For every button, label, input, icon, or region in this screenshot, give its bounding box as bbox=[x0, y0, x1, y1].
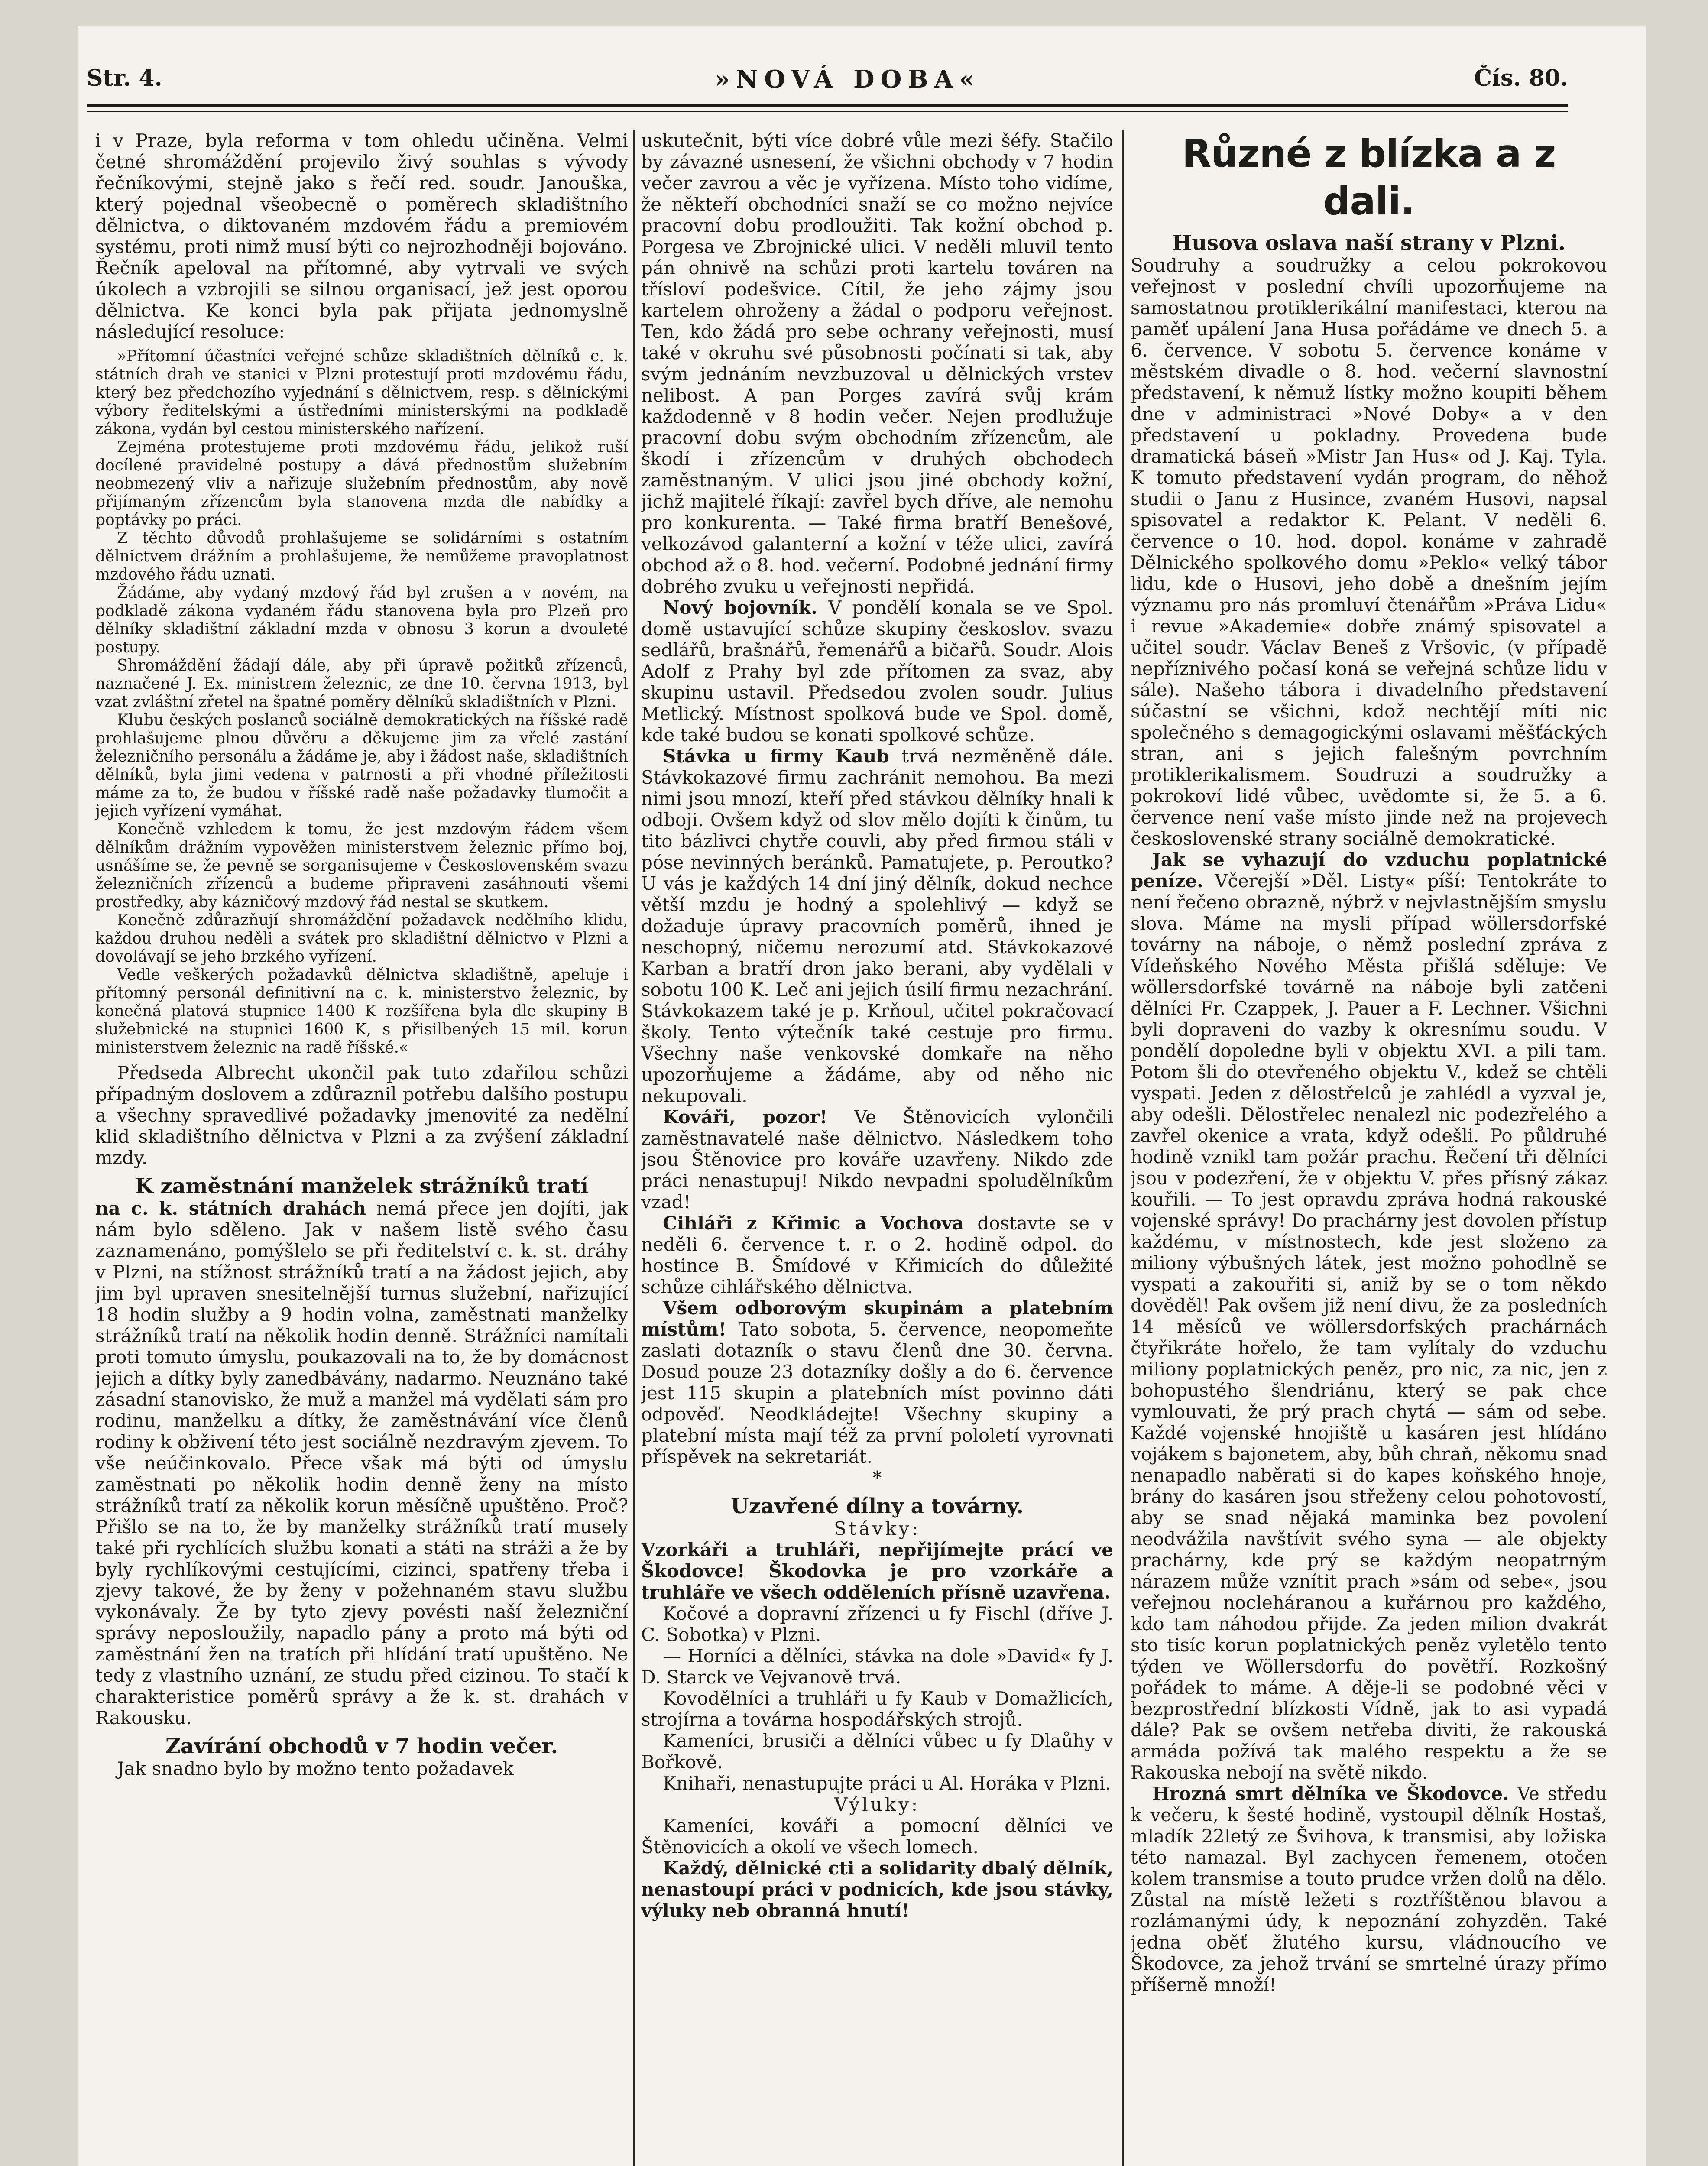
article-heading: Zavírání obchodů v 7 hodin večer. bbox=[165, 1734, 558, 1758]
article-body: trvá nezměněně dále. Stávkokazové firmu zachránit nemohou. Ba mezi nimi jsou mnozí, kteří před stávkou dělníky hnali k odboji. Ovšem když od slov mělo dojíti k činům, tu tito bázlivci chytře couvli, aby před firmou stáli v póse nevinných beránků. Pamatujete, p. Peroutko? U vás je každých 14 dní jiný dělník, dokud nechce větší mzdu je hodný a spolehlivý — když se dožaduje úpravy pracovních poměrů, ihned je neschopný, ničemu nerozumí atd. Stávkokazové Karban a bratří dron jako berani, aby vydělali v sobotu 100 K. Leč ani jejich úsilí firmu nezachrání. Stávkokazem také je p. Krňoul, učitel pokračovací školy. Tento výtečník také cestuje pro firmu. Všechny naše venkovské domkaře na něho upozorňujeme a žádáme, aby od něho nic nekupovali. bbox=[641, 746, 1113, 1106]
article-heading-inline: na c. k. státních drahách bbox=[95, 1198, 366, 1219]
article-body: dostavte se v neděli 6. července t. r. o 2. hodině odpol. do hostince B. Šmídové v Křimicích do důležité schůze cihlářského dělnictva. bbox=[641, 1213, 1113, 1297]
article-body: Včerejší »Děl. Listy« píší: Tentokráte to není řečeno obrazně, nýbrž v nejvlastnějším smyslu slova. Máme na mysli případ wöllersdorfské továrny na náboje, o němž poslední zpráva z Vídeňského Nového Města přišlá sděluje: Ve wöllersdorfské továrně na náboje byli zatčeni dělníci Fr. Czappek, J. Pauer a F. Lechner. Všichni byli dopraveni do vazby k okresnímu soudu. V pondělí dopoledne byli v objektu XVI. a pili tam. Potom šli do otevřeného objektu V., kdež se chtěli vyspati. Jeden z dělostřelců je zahlédl a vyzval je, aby odešli. Dělostřelec nenalezl nic podezřelého a zavřel okenice a vrata, když odešli. Po půldruhé hodině vznikl tam požár prachu. Řečení tři dělníci jsou v podezření, že v objektu V. přes přísný zákaz kouřili. — To jest opravdu zpráva hodná rakouské vojenské správy! Do prachárny jest dovolen přístup každému, v místnostech, kde jest složeno za miliony výbušných látek, jest možno pohodlně se vyspati a zakouřiti si, aniž by se o tom někdo dověděl! Pak ovšem již není divu, že za posledních 14 měsíců ve wöllersdorfských prachárnách čtyřikráte hořelo, že tam vylítaly do vzduchu miliony poplatnických peněz, pro nic, za nic, jen z bohopustého šlendriánu, který se pak chce vymlouvati, že prý prach chytá — sám od sebe. Každé vojenské hnojiště u kasáren jest hlídáno vojákem s bajonetem, aby, bůh chraň, někomu snad nenapadlo naběrati si do kapes koňského hnoje, brány do kasáren jsou střeženy celou pohotovostí, aby se snad nějaká maminka bez povolení neodvážila navštívit svého syna — ale objekty prachárny, kde prý se každým neopatrným nárazem může vznítit prach »sám od sebe«, jsou veřejnou nocleháranou a kuřárnou pro každého, kdo tam náhodou přijde. Za jeden milion dvakrát sto tisíc korun poplatnických peněz vyletělo tento týden ve Wöllersdorfu do povětří. Rozkošný pořádek to máme. A děje-li se podobné věci v bezprostřední blízkosti Vídně, jak to asi vypadá dále? Pak se ovšem netřeba diviti, že rakouská armáda požívá tak malého respektu a že se Rakouska nebojí na světě nikdo. bbox=[1131, 870, 1607, 1783]
article-heading: Husova oslava naší strany v Plzni. bbox=[1172, 231, 1566, 255]
article-heading-inline: Cihláři z Křimic a Vochova bbox=[663, 1213, 964, 1234]
header-rule bbox=[87, 104, 1568, 112]
article-heading-inline: Nový bojovník. bbox=[663, 597, 817, 618]
column-3 bbox=[1131, 130, 1607, 2166]
article-body: Jak snadno bylo by možno tento požadavek bbox=[117, 1758, 514, 1779]
section-heading: Uzavřené dílny a továrny. bbox=[731, 1494, 1024, 1518]
newspaper-title: »NOVÁ DOBA« bbox=[715, 65, 981, 94]
article-body: Ve středu k večeru, k šesté hodině, vystoupil dělník Hostaš, mladík 22letý ze Švihova, k transmisi, aby ložiska této namazal. Byl zachycen řemenem, otočen kolem transmise a touto prudce vržen dolů na dělo. Zůstal na místě ležeti s roztříštěnou blavou a rozlámanými údy, k nepoznání zohyzděn. Také jedna oběť žlutého kursu, vládnoucího ve Škodovce, za jehož trvání se smrtelné úrazy přímo příšerně množí! bbox=[1131, 1783, 1607, 1995]
subsection-label: Stávky: bbox=[834, 1518, 920, 1539]
page-number: Str. 4. bbox=[87, 65, 162, 91]
page-header bbox=[87, 65, 1568, 104]
article-heading-inline: Všem odborovým skupinám a platebním místům! bbox=[641, 1297, 1113, 1340]
resolution-paragraph: Zejména protestujeme proti mzdovému řádu, jelikož ruší docílené pravidelné postupy a dává přednostům služebním neobmezený vliv a nařizuje služebním přednostům, aby nově přijímaným zřízencům byla stanovena mzda dle nabídky a poptávky po práci. bbox=[95, 438, 628, 529]
list-item: Kočové a dopravní zřízenci u fy Fischl (dříve J. C. Sobotka) v Plzni. bbox=[641, 1603, 1113, 1645]
article-body: uskutečnit, býti více dobré vůle mezi šéfy. Stačilo by závazné usnesení, že všichni obchody v 7 hodin večer zavrou a věc je vyřízena. Místo toho vidíme, že někteří obchodníci snaží se co možno nejvíce pracovní dobu prodloužiti. Tak kožní obchod p. Porgesa ve Zbrojnické ulici. V neděli mluvil tento pán ohnivě na schůzi proti kartelu továren na třísloví podešvice. Cítil, že jeho zájmy jsou kartelem ohroženy a žádal o podporu veřejnost. Ten, kdo žádá pro sebe ochrany veřejnosti, musí také v okruhu své působnosti počínati si tak, aby svým jednáním nevzbuzoval u dělnických vrstev nelibost. A pan Porges zavírá svůj krám každodenně v 8 hodin večer. Nejen prodlužuje pracovní dobu svým obchodním zřízencům, ale škodí i zřízencům v druhých obchodech zaměstnaným. V ulici jsou jiné obchody kožní, jichž majitelé říkají: zavřel bych dříve, ale nemohu pro konkurenta. — Také firma bratří Benešové, velkozávod galanterní a kožní v téže ulici, zavírá obchod až o 8. hod. večerní. Podobné jednání firmy dobrého zvuku u veřejnosti nepřidá. bbox=[641, 130, 1113, 597]
issue-number: Čís. 80. bbox=[1474, 65, 1568, 91]
list-item: Kameníci, kováři a pomocní dělníci ve Štěnovicích a okolí ve všech lomech. bbox=[641, 1815, 1113, 1858]
resolution-paragraph: Z těchto důvodů prohlašujeme se solidárními s ostatním dělnictvem drážním a prohlašujeme, že nemůžeme pravoplatnost mzdového řádu uznati. bbox=[95, 529, 628, 584]
paragraph: i v Praze, byla reforma v tom ohledu učiněna. Velmi četné shromáždění projevilo živý souhlas s vývody řečníkovými, stejně jako s řečí red. soudr. Janouška, který pojednal všeobecně o poměrech skladištního dělnictva, o diktovaném mzdovém řádu a premiovém systému, proti nimž musí býti co nejrozhodněji bojováno. Řečník apeloval na přítomné, aby vytrvali ve svých úkolech a vzbrojili se silnou organisací, jež jest oporou dělnictva. Ke konci byla pak přijata jednomyslně následující resoluce: bbox=[95, 130, 628, 342]
paragraph: Předseda Albrecht ukončil pak tuto zdařilou schůzi případným doslovem a zdůraznil potřebu dalšího postupu a všechny spravedlivé požadavky jmenovité za nedělní klid skladištního dělnictva v Plzni a za zvýšení základní mzdy. bbox=[95, 1062, 628, 1168]
resolution-paragraph: Shromáždění žádají dále, aby při úpravě požitků zřízenců, naznačené J. Ex. ministrem železnic, ze dne 10. června 1913, byl vzat zvláštní zřetel na špatné poměry dělníků skladištních v Plzni. bbox=[95, 657, 628, 711]
resolution-paragraph: Konečně zdůrazňují shromáždění požadavek nedělního klidu, každou druhou neděli a svátek pro skladištní dělnictvo v Plzni a dovolávají se jeho brzkého vyřízení. bbox=[95, 911, 628, 966]
column-divider bbox=[1122, 130, 1124, 2166]
section-title: Různé z blízka a z dali. bbox=[1182, 131, 1556, 224]
article-heading-inline: Jak se vyhazují do vzduchu poplatnické peníze. bbox=[1131, 849, 1607, 892]
article-body: nemá přece jen dojíti, jak nám bylo sděleno. Jak v našem listě svého času zaznamenáno, pomýšlelo se při ředitelství c. k. st. dráhy v Plzni, na stížnost strážníků tratí a na žádost jejich, aby jim byl upraven snesitelnější turnus služební, nařizující 18 hodin služby a 9 hodin volna, zaměstnati manželky strážníků tratí na několik hodin denně. Strážníci namítali proti tomuto úmyslu, poukazovali na to, že by domácnost jejich a dítky byly zanedbávány, nadarmo. Neuznáno také zásadní stanovisko, že muž a manžel má vydělati sám pro rodinu, manželku a dítky, že zaměstnávání více členů rodiny k obživení této jest sociálně nezdravým zjevem. To vše neúčinkovalo. Přece však má býti od úmyslu zaměstnati po několik hodin denně ženy na místo strážníků tratí za několik korun měsíčně upuštěno. Proč? Přišlo se na to, že by manželky strážníků tratí musely také při rychlících službu konati a státi na stráži a že by byly rychlíkovými cestujícími, cizinci, spatřeny třeba i zjevy takové, že by ženy v požehnaném stavu službu vykonávaly. Že by tyto zjevy povésti naší železniční správy neposloužily, napadlo pány a proto má býti od zaměstnání žen na tratích při hlídání tratí upuštěno. Ne tedy z vlastního uznání, ze studu před cizinou. To stačí k charakteristice poměrů správy a že k. st. drahách v Rakousku. bbox=[95, 1198, 628, 1728]
article-body: Ve Štěnovicích vylončili zaměstnavatelé naše dělnictvo. Následkem toho jsou Štěnovice pro kováře uzavřeny. Nikdo zde práci nenastupuj! Nikdo nevpadni spoludělníkům vzad! bbox=[641, 1106, 1113, 1213]
separator-star: * bbox=[872, 1467, 882, 1488]
article-heading: K zaměstnání manželek strážníků tratí bbox=[135, 1174, 589, 1198]
resolution-paragraph: Klubu českých poslanců sociálně demokratických na říšské radě prohlašujeme plnou důvěru a děkujeme jim za vřelé zastání železničního personálu a žádáme je, aby i žádost naše, skladištních dělníků, byla jimi vedena v patrnosti a při vhodné příležitosti máme za to, že budou v říšské radě naše požadavky tlumočit a jejich vyřízení vymáhat. bbox=[95, 711, 628, 820]
list-item: Kameníci, brusiči a dělníci vůbec u fy Dlaůhy v Bořkově. bbox=[641, 1730, 1113, 1773]
article-body: Soudruhy a soudružky a celou pokrokovou veřejnost v poslední chvíli upozorňujeme na samostatnou protiklerikální manifestaci, kterou na paměť upálení Jana Husa pořádáme ve dnech 5. a 6. července. V sobotu 5. července konáme v městském divadle o 8. hod. večerní slavnostní představení, k němuž lístky možno koupiti během dne v administraci »Nové Doby« a v den představení u pokladny. Provedena bude dramatická báseň »Mistr Jan Hus« od J. Kaj. Tyla. K tomuto představení vydán program, do něhož studii o Janu z Husince, zvaném Husovi, napsal spisovatel a redaktor K. Pelant. V neděli 6. července o 10. hod. dopol. konáme v zahradě Dělnického spolkového domu »Peklo« velký tábor lidu, kde o Husovi, jeho době a dnešním jejím významu pro nás promluví čtenářům »Práva Lidu« i revue »Akademie« dobře známý spisovatel a učitel soudr. Václav Beneš z Vršovic, (v případě nepříznivého počasí koná se veřejná schůze lidu v sále). Našeho tábora i divadelního představení súčastní se všichni, kdož nechtějí míti nic společného s demagogickými oslavami měšťáckých stran, ani s jejich falešným povrchním protiklerikalismem. Soudruzi a soudružky a pokrokoví lidé vůbec, uvědomte si, že 5. a 6. července není vaše místo jinde než na projevech československé strany sociálně demokratické. bbox=[1131, 255, 1607, 849]
column-2 bbox=[641, 130, 1113, 2166]
article-heading-inline: Kováři, pozor! bbox=[663, 1106, 828, 1128]
list-item: Každý, dělnické cti a solidarity dbalý dělník, nenastoupí práci v podnicích, kde jsou stávky, výluky neb obranná hnutí! bbox=[641, 1858, 1113, 1921]
resolution-paragraph: Žádáme, aby vydaný mzdový řád byl zrušen a v novém, na podkladě zákona vydaném řádu stanovena byla pro Plzeň pro dělníky skladištní základní mzda v obnosu 3 korun a dvouleté postupy. bbox=[95, 584, 628, 656]
resolution-paragraph: Vedle veškerých požadavků dělnictva skladištně, apeluje i přítomný personál definitivní na c. k. ministerstvo železnic, by konečná platová stupnice 1400 K rozšířena byla dle skupiny B služebnické na stupnici 1600 K, s přisilbených 15 mil. korun ministerstvem železnic na radě říšské.« bbox=[95, 966, 628, 1057]
article-body: V pondělí konala se ve Spol. domě ustavující schůze skupiny českoslov. svazu sedlářů, brašnářů, řemenářů a bičařů. Soudr. Alois Adolf z Prahy byl zde přítomen za svaz, aby skupinu ustavil. Předsedou zvolen soudr. Julius Metlický. Místnost spolková bude ve Spol. domě, kde také budou se konati spolkové schůze. bbox=[641, 597, 1113, 746]
subsection-label: Výluky: bbox=[834, 1794, 920, 1815]
resolution-paragraph: »Přítomní účastníci veřejné schůze skladištních dělníků c. k. státních drah ve stanici v Plzni protestují proti mzdovému řádu, který bez předchozího vyjednání s dělnictvem, resp. s dělnickými výbory ředitelskými a ústředními ministerskými na podkladě zákona, vydán byl cestou ministerského nařízení. bbox=[95, 347, 628, 438]
column-divider bbox=[633, 130, 635, 2166]
article-heading-inline: Stávka u firmy Kaub bbox=[663, 746, 889, 767]
resolution-paragraph: Konečně vzhledem k tomu, že jest mzdovým řádem všem dělníkům drážním vypověžen ministerstvem železnic přímo boj, usnášíme se, že pevně se sorganisujeme v Československém svazu železničních zřízenců a budeme připraveni zasáhnouti všemi prostředky, aby kázničový mzdový řád nestal se skutkem. bbox=[95, 820, 628, 911]
list-item: Knihaři, nenastupujte práci u Al. Horáka v Plzni. bbox=[663, 1773, 1111, 1794]
list-item: Kovodělníci a truhláři u fy Kaub v Domažlicích, strojírna a továrna hospodářských strojů. bbox=[641, 1688, 1113, 1730]
list-item: — Horníci a dělníci, stávka na dole »David« fy J. D. Starck ve Vejvanově trvá. bbox=[641, 1645, 1113, 1688]
article-heading-inline: Hrozná smrt dělníka ve Škodovce. bbox=[1152, 1783, 1509, 1804]
notice-bold: Vzorkáři a truhláři, nepřijímejte prácí ve Škodovce! Škodovka je pro vzorkáře a truhláře ve všech odděleních přísně uzavřena. bbox=[641, 1539, 1113, 1603]
column-1 bbox=[95, 130, 628, 2166]
article-body: Tato sobota, 5. července, neopomeňte zaslati dotazník o stavu členů dne 30. června. Dosud pouze 23 dotazníky došly a do 6. července jest 115 skupin a platebních míst povinno dáti odpověď. Neodkládejte! Všechny skupiny a platební místa mají též za první pololetí vyrovnati příspěvek na sekretariát. bbox=[641, 1319, 1113, 1467]
